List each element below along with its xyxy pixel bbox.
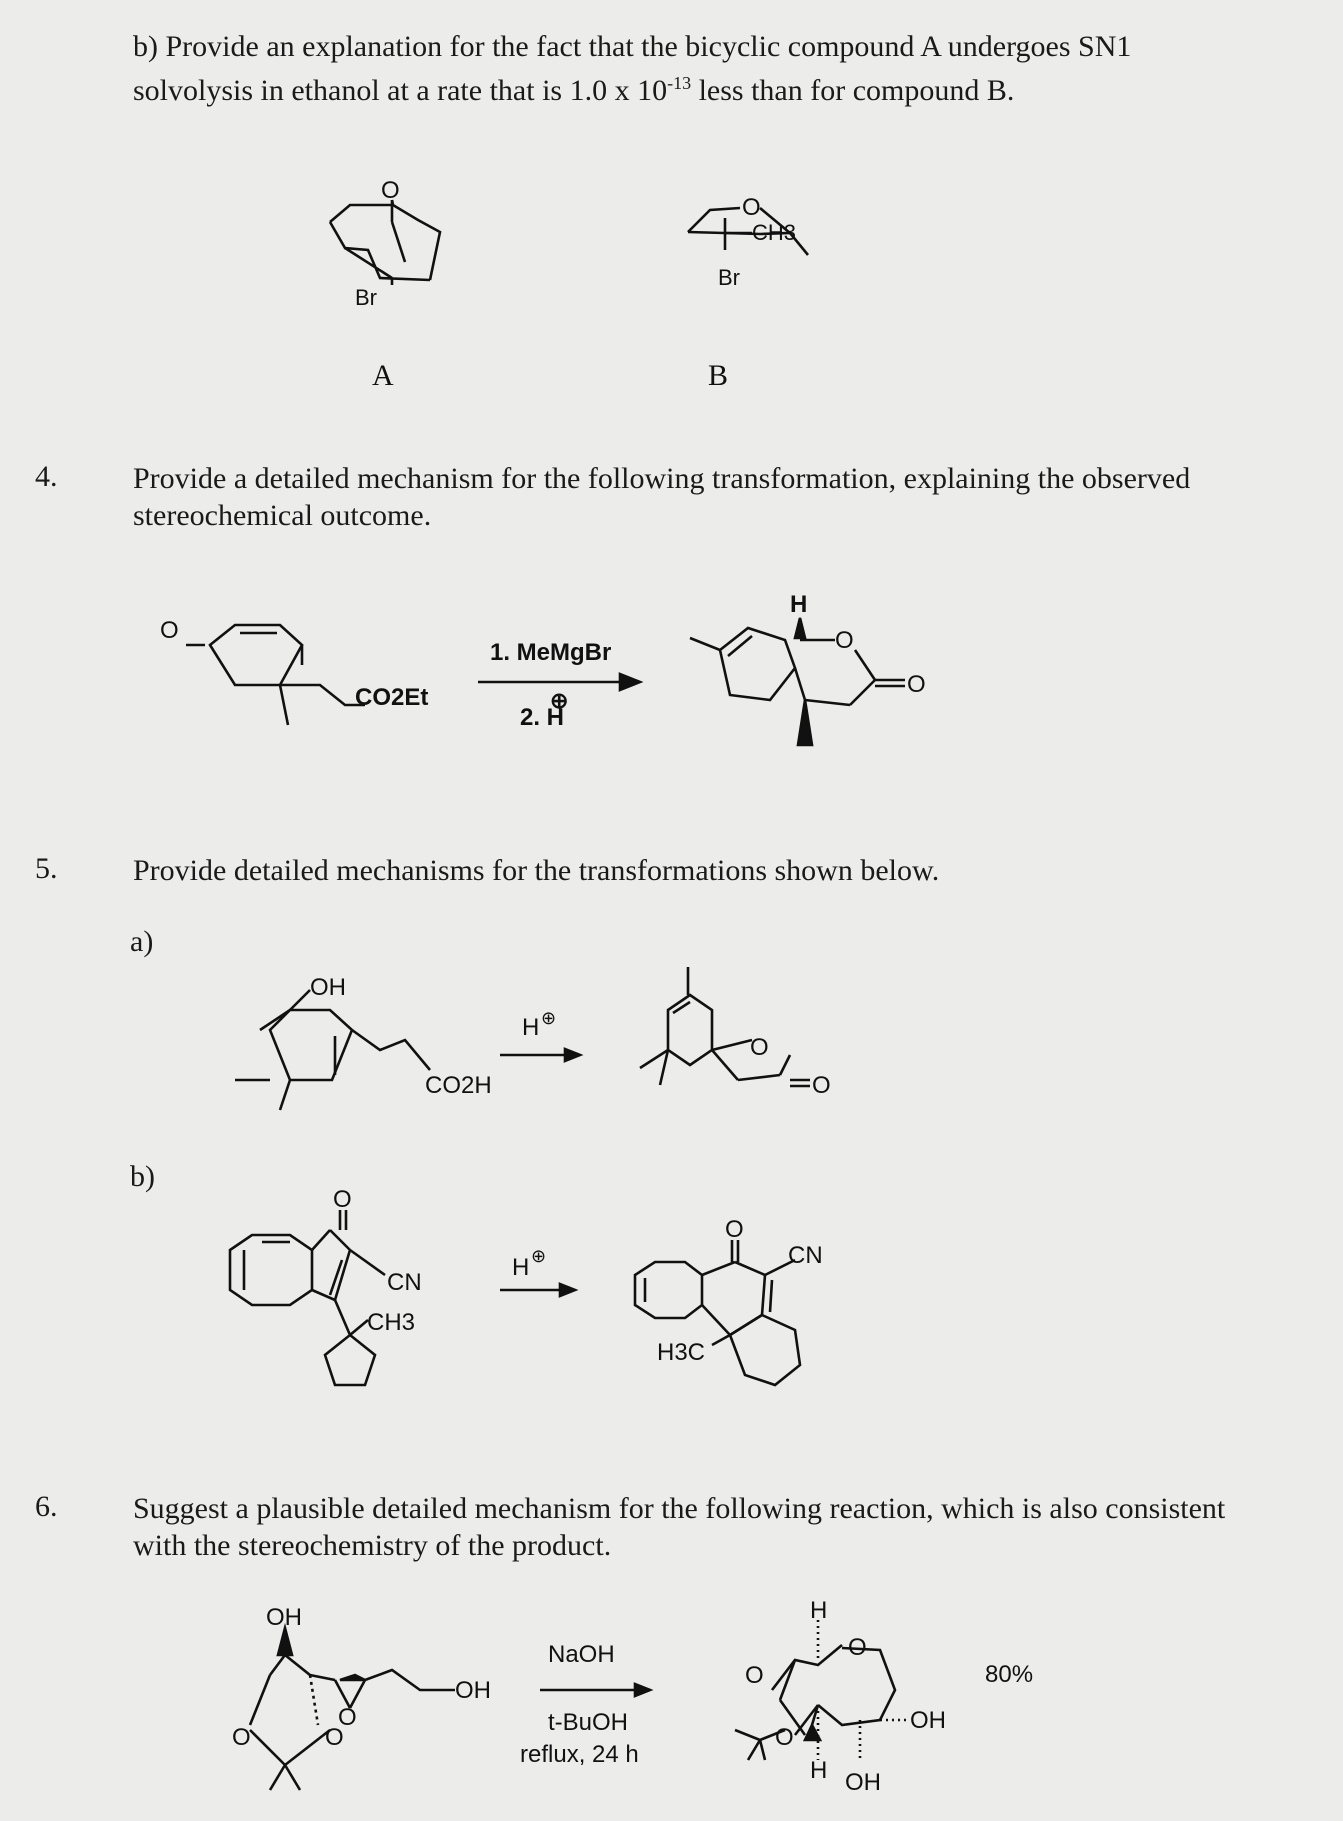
q3b-line1: b) Provide an explanation for the fact that the bicyclic compound A undergoes SN1 bbox=[133, 30, 1132, 63]
q5b-cn: CN bbox=[387, 1269, 422, 1296]
compound-b-o: O bbox=[742, 194, 761, 221]
compound-b-ch3: CH3 bbox=[752, 220, 797, 245]
q4-reagent1: 1. MeMgBr bbox=[490, 639, 612, 666]
q4-reagent2: 2. H bbox=[520, 704, 565, 731]
q6-prod-h-top: H bbox=[810, 1597, 828, 1624]
q6-sm-oh2: OH bbox=[455, 1677, 491, 1704]
q5a-prod-o-carbonyl: O bbox=[812, 1072, 831, 1099]
q5b-prod-h3c: H3C bbox=[657, 1339, 706, 1366]
compound-b-br: Br bbox=[718, 265, 740, 290]
q5b-prod-cn: CN bbox=[788, 1242, 823, 1269]
label-b: B bbox=[708, 359, 729, 392]
label-a: A bbox=[372, 359, 394, 392]
q4-prod-o-carbonyl: O bbox=[907, 671, 926, 698]
q5b-prod-o: O bbox=[725, 1216, 744, 1243]
q6-prod-o2: O bbox=[775, 1724, 794, 1751]
q4-sm-ester: CO2Et bbox=[355, 684, 429, 711]
q5b-label: b) bbox=[130, 1160, 155, 1193]
q6-yield: 80% bbox=[985, 1661, 1034, 1688]
q6-prod-o-ring: O bbox=[848, 1634, 867, 1661]
q6-starting-material bbox=[232, 1604, 491, 1790]
q5a-label: a) bbox=[130, 925, 154, 958]
q6-arrow bbox=[520, 1641, 650, 1768]
q6-number: 6. bbox=[35, 1490, 58, 1523]
q5-number: 5. bbox=[35, 852, 58, 885]
q6-reagent-top: NaOH bbox=[548, 1641, 615, 1668]
q6-prod-oh1: OH bbox=[910, 1707, 946, 1734]
q5a-oh: OH bbox=[310, 974, 346, 1001]
q5a-reagent-charge: ⊕ bbox=[541, 1008, 557, 1028]
q6-line2: with the stereochemistry of the product. bbox=[133, 1529, 612, 1562]
q6-sm-oh1: OH bbox=[266, 1604, 302, 1631]
q5-line1: Provide detailed mechanisms for the transformations shown below. bbox=[133, 854, 940, 887]
q4-line1: Provide a detailed mechanism for the following transformation, explaining the observed bbox=[133, 462, 1191, 495]
q5a-acid: CO2H bbox=[425, 1072, 492, 1099]
q6-sm-o1: O bbox=[232, 1724, 251, 1751]
q5b-o: O bbox=[333, 1186, 352, 1213]
q5b-ch3: CH3 bbox=[367, 1309, 416, 1336]
q4-prod-h: H bbox=[790, 591, 808, 618]
q4-sm-o: O bbox=[160, 617, 179, 644]
q4-number: 4. bbox=[35, 460, 58, 493]
q6-reagent-bottom1: t-BuOH bbox=[548, 1709, 629, 1736]
q6-sm-o2: O bbox=[325, 1724, 344, 1751]
q4-reagent2-charge: ⊕ bbox=[550, 688, 569, 713]
q6-product bbox=[735, 1597, 946, 1796]
q6-reagent-bottom2: reflux, 24 h bbox=[520, 1741, 639, 1768]
q5b-reagent: H bbox=[512, 1254, 530, 1281]
q6-line1: Suggest a plausible detailed mechanism for the following reaction, which is also consistent bbox=[133, 1492, 1226, 1525]
q5b-reagent-charge: ⊕ bbox=[531, 1246, 547, 1266]
compound-a-o: O bbox=[381, 177, 400, 204]
q5a-reagent: H bbox=[522, 1014, 540, 1041]
q4-line2: stereochemical outcome. bbox=[133, 499, 432, 532]
q4-prod-o-ring: O bbox=[835, 627, 854, 654]
q6-sm-o-epox: O bbox=[338, 1704, 357, 1731]
q6-prod-o1: O bbox=[745, 1662, 764, 1689]
q6-prod-oh2: OH bbox=[845, 1769, 881, 1796]
q3b-line2: solvolysis in ethanol at a rate that is 1.0 x $10^{-13}$ less than for compound B. bbox=[133, 73, 1015, 107]
q6-prod-h-bottom: H bbox=[810, 1757, 828, 1784]
q3b-exponent: -13 bbox=[667, 73, 692, 93]
q5a-prod-o-ring: O bbox=[750, 1034, 769, 1061]
compound-a-br: Br bbox=[355, 285, 377, 310]
